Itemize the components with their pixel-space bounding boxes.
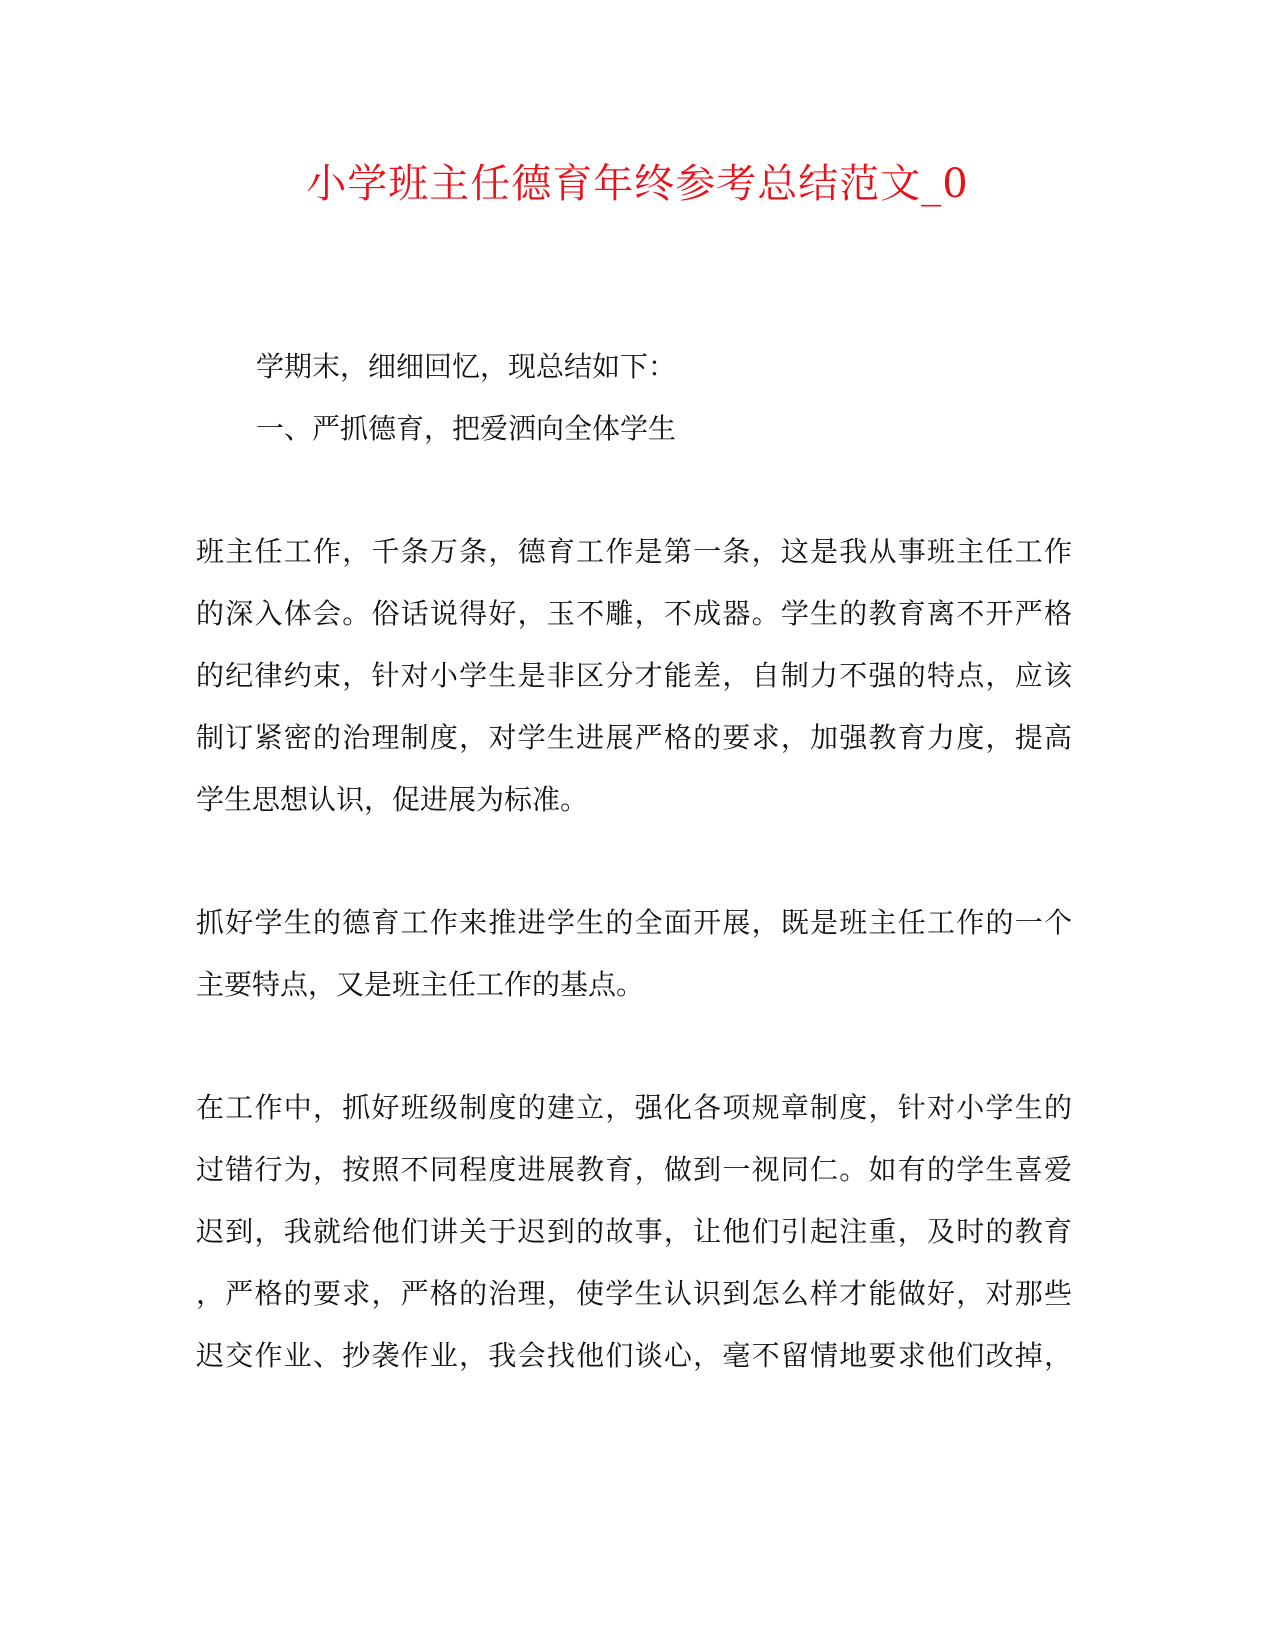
paragraph-line: 主要特点，又是班主任工作的基点。 xyxy=(196,968,645,1001)
paragraph-line: 制订紧密的治理制度，对学生进展严格的要求，加强教育力度，提高 xyxy=(196,721,1072,754)
document-title: 小学班主任德育年终参考总结范文_0 xyxy=(306,161,969,207)
section-heading: 一、严抓德育，把爱洒向全体学生 xyxy=(256,412,677,445)
paragraph-line: 抓好学生的德育工作来推进学生的全面开展，既是班主任工作的一个 xyxy=(196,906,1072,939)
paragraph-line: 的深入体会。俗话说得好，玉不雕，不成器。学生的教育离不开严格 xyxy=(196,597,1072,630)
paragraph-line: 迟到，我就给他们讲关于迟到的故事，让他们引起注重，及时的教育 xyxy=(196,1215,1072,1248)
paragraph-line: 在工作中，抓好班级制度的建立，强化各项规章制度，针对小学生的 xyxy=(196,1091,1072,1124)
paragraph-line: 的纪律约束，针对小学生是非区分才能差，自制力不强的特点，应该 xyxy=(196,659,1072,692)
paragraph-line: 学生思想认识，促进展为标准。 xyxy=(196,783,589,816)
paragraph-line: 过错行为，按照不同程度进展教育，做到一视同仁。如有的学生喜爱 xyxy=(196,1153,1072,1186)
paragraph-line: 班主任工作，千条万条，德育工作是第一条，这是我从事班主任工作 xyxy=(196,535,1072,568)
paragraph-line: 迟交作业、抄袭作业，我会找他们谈心，毫不留情地要求他们改掉， xyxy=(196,1339,1072,1372)
intro-line: 学期末，细细回忆，现总结如下： xyxy=(256,350,677,383)
paragraph-line: ，严格的要求，严格的治理，使学生认识到怎么样才能做好，对那些 xyxy=(196,1277,1072,1310)
